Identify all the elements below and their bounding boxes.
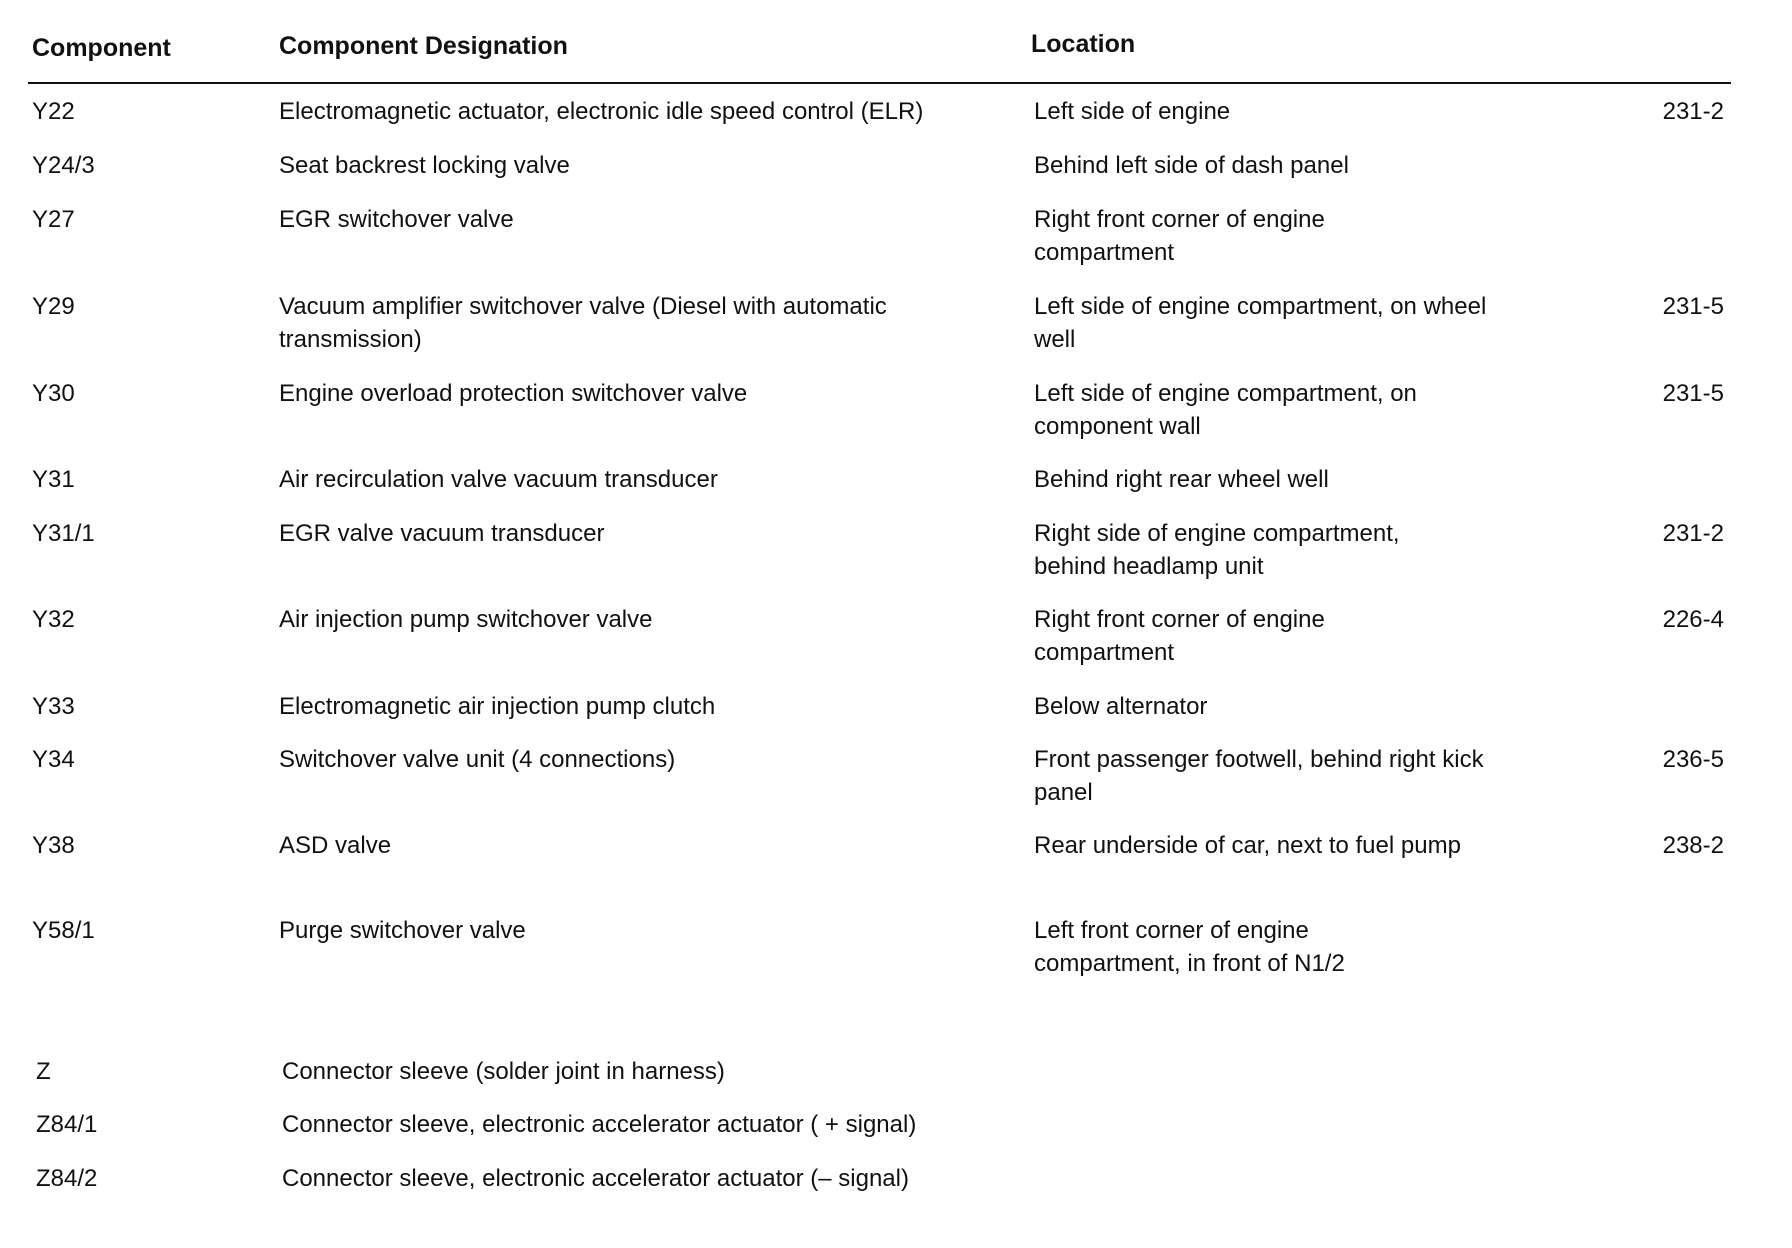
component-code: Y32	[32, 606, 75, 633]
component-location: Rear underside of car, next to fuel pump	[1034, 832, 1461, 859]
reference-number: 236-5	[1662, 746, 1724, 773]
component-designation: Seat backrest locking valve	[279, 152, 570, 179]
component-designation: Connector sleeve, electronic accelerator actuator ( + signal)	[282, 1111, 917, 1138]
component-code: Y22	[32, 98, 75, 125]
reference-number: 238-2	[1662, 832, 1724, 859]
header-rule	[28, 82, 1731, 84]
component-designation: Air recirculation valve vacuum transducer	[279, 466, 718, 493]
header-location: Location	[1031, 30, 1136, 58]
component-location: Left side of engine compartment, on wheel well	[1034, 293, 1487, 353]
reference-number: 231-2	[1662, 520, 1724, 547]
component-location: Left side of engine	[1034, 98, 1231, 125]
component-code: Z84/1	[36, 1111, 98, 1138]
component-code: Y31	[32, 466, 75, 493]
component-code: Y33	[32, 693, 75, 720]
component-designation: ASD valve	[279, 832, 392, 859]
reference-number: 231-5	[1662, 293, 1724, 320]
component-designation: Vacuum amplifier switchover valve (Diesel with automatic transmission)	[279, 293, 887, 353]
component-code: Y34	[32, 746, 75, 773]
component-code: Z84/2	[36, 1165, 98, 1192]
component-location: Right side of engine compartment, behind headlamp unit	[1034, 520, 1400, 580]
component-location: Behind left side of dash panel	[1034, 152, 1349, 179]
reference-number: 231-5	[1662, 380, 1724, 407]
component-code: Y31/1	[32, 520, 95, 547]
component-designation: Connector sleeve (solder joint in harness)	[282, 1058, 725, 1085]
reference-number: 226-4	[1662, 606, 1724, 633]
component-designation: Electromagnetic air injection pump clutch	[279, 693, 716, 720]
component-location: Right front corner of engine compartment	[1034, 606, 1325, 666]
component-code: Y24/3	[32, 152, 95, 179]
component-designation: Engine overload protection switchover valve	[279, 380, 748, 407]
component-designation: Switchover valve unit (4 connections)	[279, 746, 676, 773]
component-code: Z	[36, 1058, 51, 1085]
component-code: Y38	[32, 832, 75, 859]
component-designation: EGR switchover valve	[279, 206, 514, 233]
header-component: Component	[32, 34, 171, 62]
header-designation: Component Designation	[279, 32, 568, 60]
component-code: Y27	[32, 206, 75, 233]
component-code: Y29	[32, 293, 75, 320]
component-code: Y30	[32, 380, 75, 407]
component-location: Behind right rear wheel well	[1034, 466, 1329, 493]
component-designation: Electromagnetic actuator, electronic idle speed control (ELR)	[279, 98, 924, 125]
component-location: Right front corner of engine compartment	[1034, 206, 1325, 266]
component-location: Below alternator	[1034, 693, 1208, 720]
component-location: Front passenger footwell, behind right kick panel	[1034, 746, 1484, 806]
component-designation: Air injection pump switchover valve	[279, 606, 653, 633]
component-location: Left side of engine compartment, on component wall	[1034, 380, 1417, 440]
component-location: Left front corner of engine compartment, in front of N1/2	[1034, 917, 1345, 977]
component-designation: Purge switchover valve	[279, 917, 526, 944]
component-designation: Connector sleeve, electronic accelerator actuator (– signal)	[282, 1165, 909, 1192]
component-code: Y58/1	[32, 917, 95, 944]
component-designation: EGR valve vacuum transducer	[279, 520, 605, 547]
reference-number: 231-2	[1662, 98, 1724, 125]
